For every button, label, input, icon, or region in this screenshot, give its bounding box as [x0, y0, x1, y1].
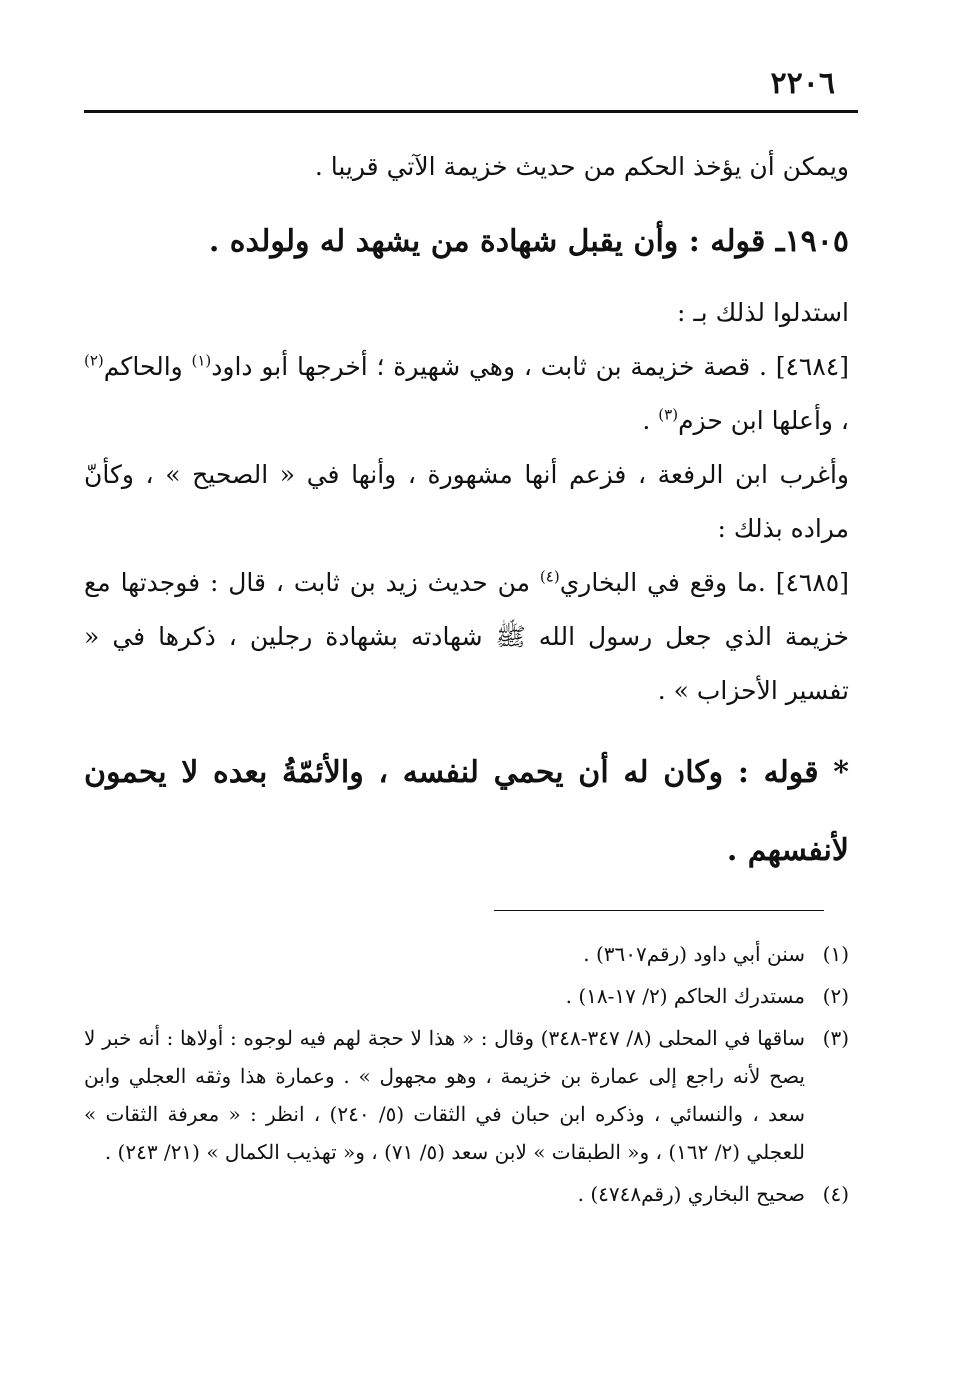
footnote-4 — [84, 1175, 849, 1213]
footnote-number: (٤) — [822, 1182, 849, 1206]
paragraph-ibn-rifaa: وأغرب ابن الرفعة ، فزعم أنها مشهورة ، وأنها في « الصحيح » ، وكأنّ مراده بذلك : — [84, 460, 849, 543]
footnote-number: (٣) — [822, 1026, 849, 1050]
header-rule — [84, 110, 858, 113]
footnote-ref-2[interactable]: (٢) — [84, 351, 104, 370]
main-text — [84, 140, 849, 900]
footnote-3 — [84, 1019, 849, 1171]
footnote-2 — [84, 977, 849, 1015]
p4684-text-a: [٤٦٨٤] . قصة خزيمة بن ثابت ، وهي شهيرة ؛ أخرجها أبو داود — [211, 352, 849, 381]
footnote-rule — [494, 910, 824, 911]
heading-1905: ١٩٠٥ـ قوله : وأن يقبل شهادة من يشهد له ولولده . — [208, 224, 849, 259]
footnote-ref-4[interactable]: (٤) — [539, 567, 560, 586]
footnote-text: ساقها في المحلى (٨/ ٣٤٧-٣٤٨) وقال : « هذا لا حجة لهم فيه لوجوه : أولاها : أنه خبر لا يصح لأنه راجع إلى عمارة بن خزيمة ، وهو مجهول » . وعمارة هذا وثقه العجلي وابن سعد ، والنسائي ، وذكره ابن حبان في الثقات (٥/ ٢٤٠) ، انظر : « معرفة الثقات » للعجلي (٢/ ١٦٢) ، و« الطبقات » لابن سعد (٥/ ٧١) ، و« تهذيب الكمال » (٢١/ ٢٤٣) . — [84, 1026, 806, 1164]
paragraph-4684 — [84, 340, 849, 448]
footnote-1 — [84, 935, 849, 973]
footnote-ref-3[interactable]: (٣) — [658, 405, 679, 424]
footnote-text: مستدرك الحاكم (٢/ ١٧-١٨) . — [565, 984, 805, 1008]
footnote-text: سنن أبي داود (رقم٣٦٠٧) . — [583, 942, 805, 966]
footnote-text: صحيح البخاري (رقم٤٧٤٨) . — [577, 1182, 805, 1206]
page-number: ٢٢٠٦ — [770, 66, 835, 101]
heading-himaa: * قوله : وكان له أن يحمي لنفسه ، والأئمّةُ بعده لا يحمون لأنفسهم . — [84, 755, 849, 868]
paragraph-4685 — [84, 556, 849, 718]
footnotes — [84, 935, 849, 1217]
p4684-text-d: . — [642, 406, 659, 435]
footnote-number: (١) — [822, 942, 849, 966]
paragraph-evidence-intro: استدلوا لذلك بـ : — [676, 298, 849, 327]
p4684-text-c: ، وأعلها ابن حزم — [678, 406, 849, 435]
paragraph-intro: ويمكن أن يؤخذ الحكم من حديث خزيمة الآتي قريبا . — [314, 152, 849, 181]
p4685-text-a: [٤٦٨٥] .ما وقع في البخاري — [559, 568, 849, 597]
p4684-text-b: والحاكم — [103, 352, 192, 381]
footnote-number: (٢) — [822, 984, 849, 1008]
p4685-text-b: من حديث زيد بن ثابت ، قال : فوجدتها مع خزيمة الذي جعل رسول الله ﷺ شهادته بشهادة رجلين ، ذكرها في « تفسير الأحزاب » . — [84, 568, 849, 705]
footnote-ref-1[interactable]: (١) — [191, 351, 212, 370]
